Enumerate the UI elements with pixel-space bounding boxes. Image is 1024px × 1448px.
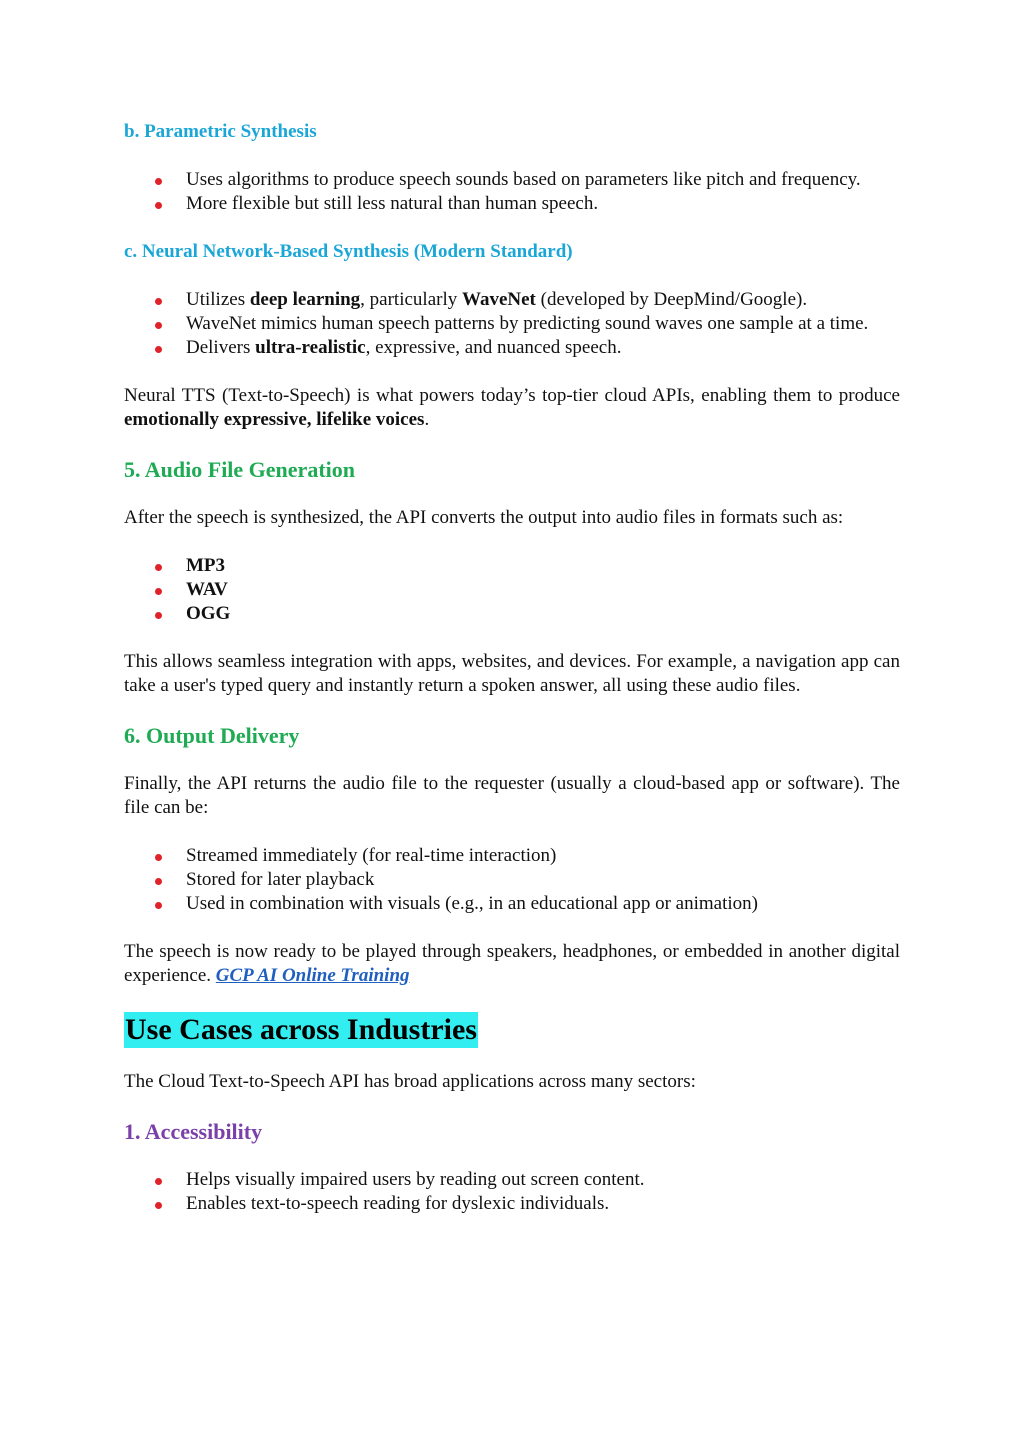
bullet-icon — [155, 1178, 162, 1185]
list-item: Utilizes deep learning, particularly WaveNet (developed by DeepMind/Google). — [124, 288, 900, 312]
audio-integration-paragraph: This allows seamless integration with apps, websites, and devices. For example, a navigation app can take a user's typed query and instantly return a spoken answer, all using these audio files. — [124, 651, 900, 696]
use-cases-intro-paragraph: The Cloud Text-to-Speech API has broad applications across many sectors: — [124, 1071, 696, 1092]
bullet-icon — [155, 298, 162, 305]
heading-use-cases: Use Cases across Industries — [125, 1013, 477, 1046]
list-item: WaveNet mimics human speech patterns by predicting sound waves one sample at a time. — [124, 312, 900, 336]
bullet-icon — [155, 322, 162, 329]
output-intro-paragraph: Finally, the API returns the audio file to the requester (usually a cloud-based app or software). The file can be: — [124, 773, 900, 818]
bullet-icon — [155, 178, 162, 185]
document-page — [124, 120, 900, 1216]
list-item: WAV — [124, 578, 900, 602]
list-item: Stored for later playback — [124, 868, 900, 892]
audio-intro-paragraph: After the speech is synthesized, the API converts the output into audio files in formats such as: — [124, 507, 844, 528]
bullet-icon — [155, 564, 162, 571]
bullet-icon — [155, 854, 162, 861]
list-output-options — [124, 844, 900, 916]
heading-audio-file-generation: 5. Audio File Generation — [124, 457, 355, 482]
list-audio-formats — [124, 554, 900, 626]
list-neural — [124, 288, 900, 360]
output-ready-paragraph: The speech is now ready to be played through speakers, headphones, or embedded in another digital experience. GCP AI Online Training — [124, 941, 900, 986]
neural-tts-paragraph: Neural TTS (Text-to-Speech) is what powers today’s top-tier cloud APIs, enabling them to produce emotionally expressive, lifelike voices. — [124, 385, 900, 430]
list-item: Streamed immediately (for real-time interaction) — [124, 844, 900, 868]
list-item: Enables text-to-speech reading for dyslexic individuals. — [124, 1192, 900, 1216]
bullet-icon — [155, 346, 162, 353]
list-item: Uses algorithms to produce speech sounds based on parameters like pitch and frequency. — [124, 168, 900, 192]
bullet-icon — [155, 612, 162, 619]
list-item: Helps visually impaired users by reading out screen content. — [124, 1168, 900, 1192]
heading-accessibility: 1. Accessibility — [124, 1119, 263, 1144]
bullet-icon — [155, 588, 162, 595]
list-item: MP3 — [124, 554, 900, 578]
list-item: Delivers ultra-realistic, expressive, and nuanced speech. — [124, 336, 900, 360]
bullet-icon — [155, 902, 162, 909]
bullet-icon — [155, 202, 162, 209]
bullet-icon — [155, 1202, 162, 1209]
list-parametric — [124, 168, 900, 216]
use-cases-heading-wrap — [124, 1012, 900, 1048]
list-item: Used in combination with visuals (e.g., in an educational app or animation) — [124, 892, 900, 916]
gcp-ai-training-link[interactable]: GCP AI Online Training — [215, 965, 410, 986]
heading-output-delivery: 6. Output Delivery — [124, 723, 300, 748]
list-item: More flexible but still less natural than human speech. — [124, 192, 900, 216]
heading-parametric-synthesis: b. Parametric Synthesis — [124, 121, 317, 142]
list-item: OGG — [124, 602, 900, 626]
list-accessibility — [124, 1168, 900, 1216]
bullet-icon — [155, 878, 162, 885]
heading-neural-synthesis: c. Neural Network-Based Synthesis (Modern Standard) — [124, 241, 573, 262]
